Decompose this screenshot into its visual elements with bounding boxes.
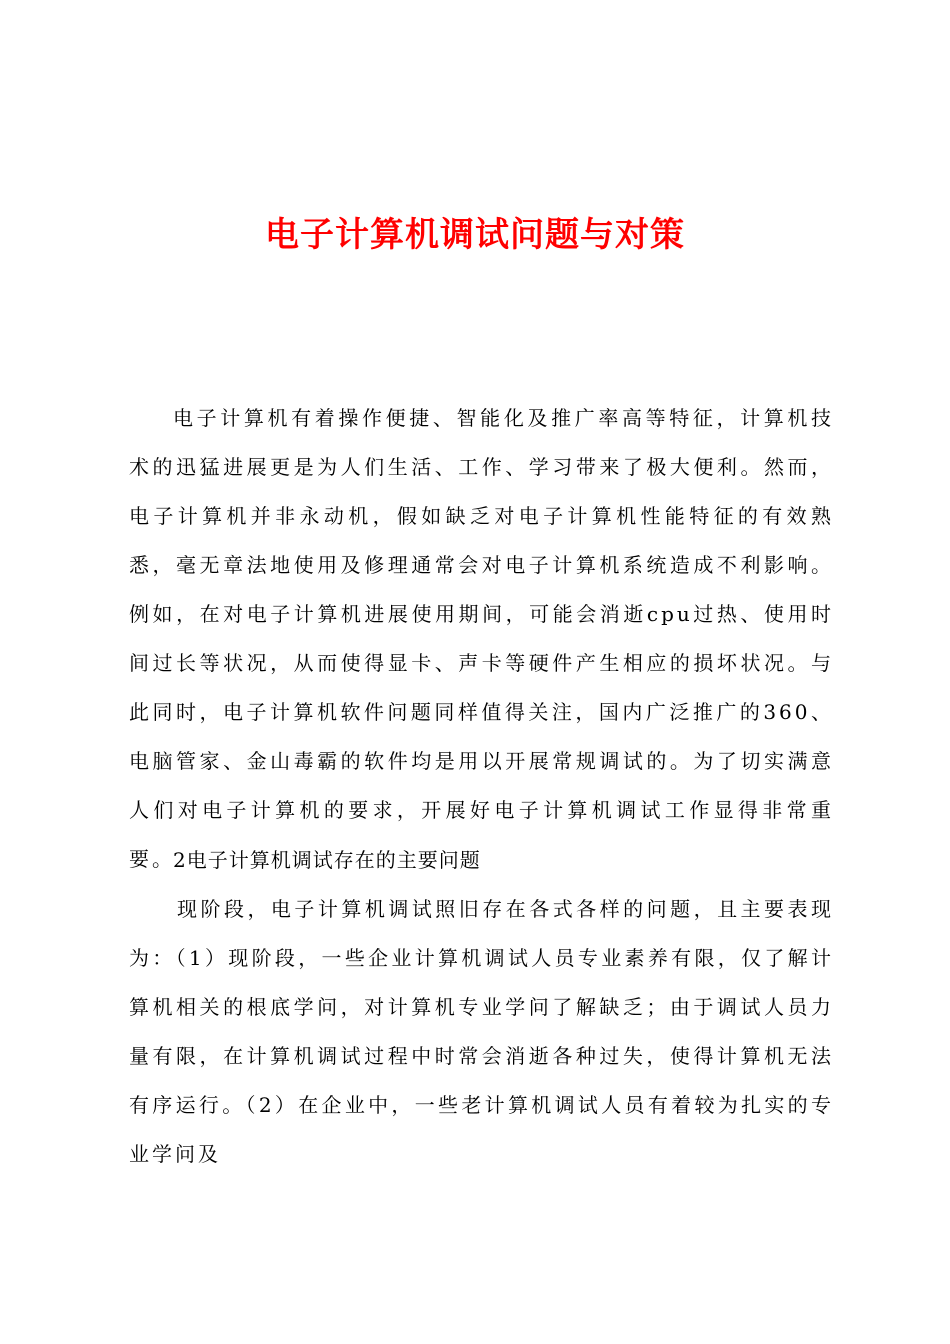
paragraph-intro: 电子计算机有着操作便捷、智能化及推广率高等特征，计算机技术的迅猛进展更是为人们生活、工作、学习带来了极大便利。然而，电子计算机并非永动机，假如缺乏对电子计算机性能特征的有效熟悉，毫无章法地使用及修理通常会对电子计算机系统造成不利影响。例如，在对电子计算机进展使用期间，可能会消逝cpu过热、使用时间过长等状况，从而使得显卡、声卡等硬件产生相应的损坏状况。与此同时，电子计算机软件问题同样值得关注，国内广泛推广的360、电脑管家、金山毒霸的软件均是用以开展常规调试的。为了切实满意人们对电子计算机的要求，开展好电子计算机调试工作显得非常重要。 [129, 406, 834, 871]
section-heading: 2电子计算机调试存在的主要问题 [173, 848, 481, 872]
paragraph-problems: 现阶段，电子计算机调试照旧存在各式各样的问题，且主要表现为：（1）现阶段，一些企业计算机调试人员专业素养有限，仅了解计算机相关的根底学问，对计算机专业学问了解缺乏；由于调试人员力量有限，在计算机调试过程中时常会消逝各种过失，使得计算机无法有序运行。（2）在企业中，一些老计算机调试人员有着较为扎实的专业学问及 [129, 897, 834, 1166]
document-title: 电子计算机调试问题与对策 [265, 215, 685, 255]
